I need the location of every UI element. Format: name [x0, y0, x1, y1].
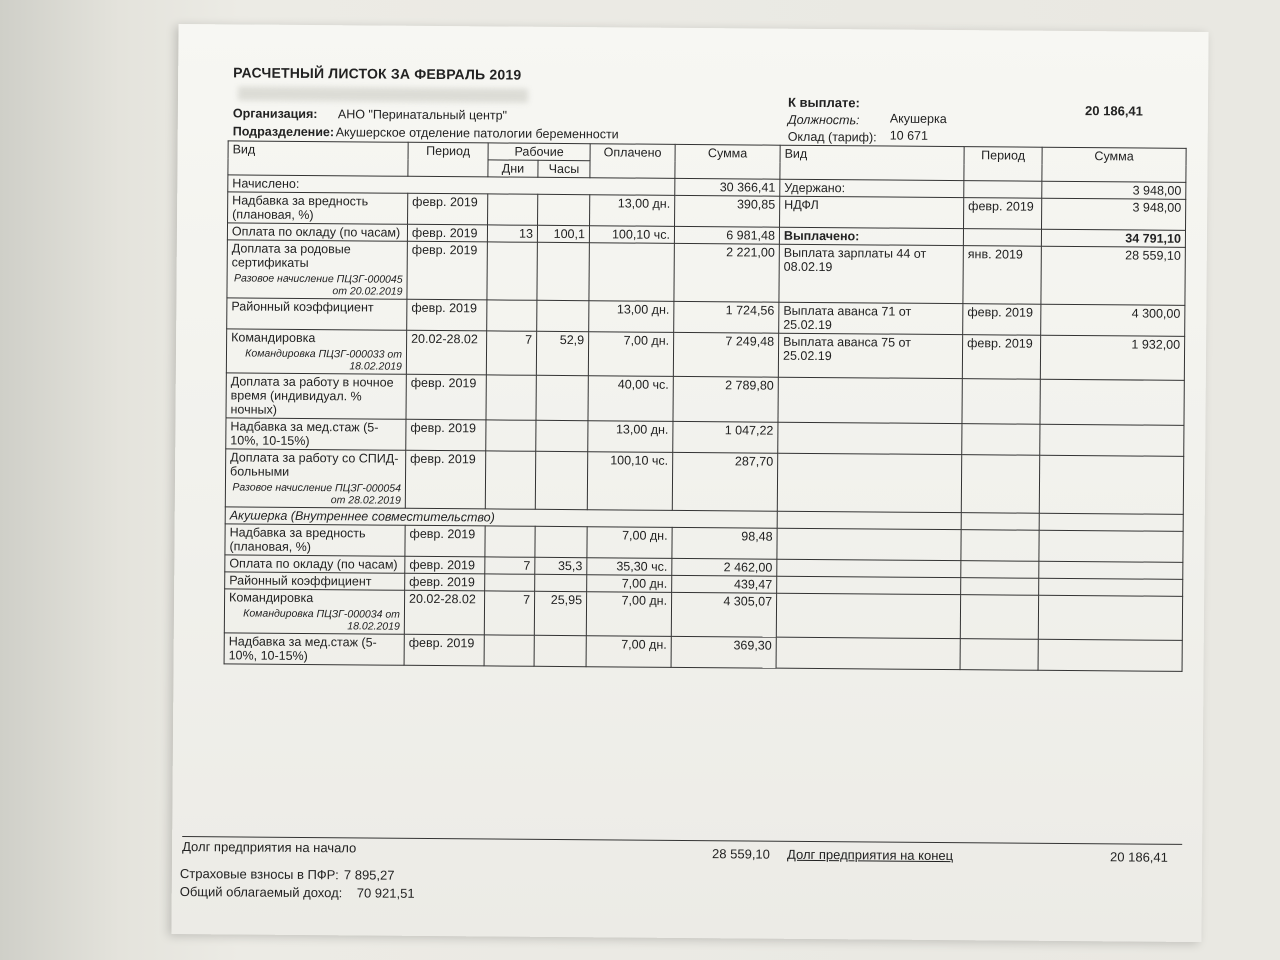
- row-kind-text: Надбавка за вредность (плановая, %): [232, 193, 369, 223]
- row-days: [485, 451, 535, 509]
- paid-out-label: Выплачено:: [779, 227, 963, 245]
- salary-value: 10 671: [889, 128, 929, 143]
- right-blank: [1038, 595, 1182, 640]
- col-kind-2: Вид: [780, 145, 964, 180]
- col-working: Рабочие: [488, 143, 590, 161]
- row-sum: 7 249,48: [673, 332, 778, 377]
- row-hours: [535, 451, 587, 509]
- right-kind: Выплата зарплаты 44 от 08.02.19: [779, 244, 963, 303]
- row-days: 7: [486, 331, 536, 375]
- right-blank: [777, 559, 961, 577]
- right-blank: [778, 377, 962, 423]
- row-paid: 7,00 дн.: [588, 332, 673, 377]
- row-days: [485, 526, 535, 557]
- row-period: февр. 2019: [406, 374, 486, 420]
- row-sum: 4 305,07: [671, 592, 776, 637]
- right-period: февр. 2019: [964, 198, 1042, 230]
- row-period: февр. 2019: [405, 525, 485, 557]
- row-sum: 1 724,56: [674, 301, 779, 333]
- row-kind: [226, 373, 406, 419]
- right-blank: [1040, 379, 1184, 425]
- right-period: февр. 2019: [963, 304, 1041, 336]
- right-sum: 1 932,00: [1040, 335, 1184, 380]
- row-days: 7: [484, 591, 534, 635]
- row-paid: 7,00 дн.: [587, 527, 672, 559]
- org-value: АНО "Перинатальный центр": [337, 107, 508, 123]
- row-paid: 13,00 дн.: [590, 195, 675, 227]
- row-kind: [225, 524, 405, 556]
- row-hours: [537, 300, 589, 331]
- row-hours: [538, 194, 590, 225]
- right-blank: [961, 561, 1039, 579]
- row-kind-text: Надбавка за мед.стаж (5-10%, 10-15%): [230, 419, 379, 449]
- debt-start-value: 28 559,10: [712, 846, 770, 862]
- right-blank: [962, 379, 1040, 425]
- row-kind: [225, 449, 405, 508]
- row-hours: [536, 375, 588, 420]
- table-row: [224, 589, 1182, 641]
- row-sum: 2 462,00: [672, 558, 777, 576]
- table-row: [226, 373, 1184, 426]
- right-kind: Выплата аванса 75 от 25.02.19: [778, 333, 962, 378]
- row-kind-text: Доплата за родовые сертификаты: [231, 241, 351, 270]
- debt-end-label: Долг предприятия на конец: [787, 846, 954, 864]
- taxable-label: Общий облагаемый доход:: [179, 884, 343, 901]
- right-blank: [960, 595, 1038, 640]
- row-days: [484, 635, 534, 666]
- row-hours: 100,1: [537, 225, 589, 242]
- topay-value: 20 186,41: [1085, 103, 1143, 119]
- row-paid: [589, 243, 674, 302]
- row-period: февр. 2019: [405, 573, 485, 591]
- right-period: февр. 2019: [962, 335, 1040, 380]
- right-blank: [1039, 578, 1183, 596]
- row-kind: [225, 555, 405, 573]
- row-kind: [225, 572, 405, 590]
- row-kind-text: Доплата за работу со СПИД-больными: [230, 450, 399, 479]
- right-blank: [1039, 530, 1183, 562]
- table-body: [224, 175, 1186, 672]
- row-days: [486, 375, 536, 420]
- withheld-blank: [964, 181, 1042, 199]
- right-blank: [1039, 561, 1183, 579]
- right-blank: [1038, 639, 1182, 671]
- row-kind: [227, 298, 407, 330]
- row-sum: 98,48: [672, 527, 777, 559]
- row-paid: 7,00 дн.: [586, 592, 671, 637]
- redacted-employee-name: [238, 86, 528, 102]
- row-kind: [224, 633, 404, 665]
- row-period: февр. 2019: [407, 299, 487, 331]
- row-paid: 35,30 чс.: [587, 558, 672, 576]
- right-blank: [776, 593, 960, 638]
- taxable-value: 70 921,51: [356, 885, 415, 901]
- row-kind-text: Районный коэффициент: [231, 299, 374, 315]
- row-kind: [226, 418, 406, 450]
- row-kind-text: Командировка: [229, 590, 314, 606]
- pension-label: Страховые взносы в ПФР:: [179, 866, 339, 883]
- row-hours: 25,95: [534, 591, 586, 635]
- table-row: [225, 449, 1183, 515]
- row-days: [485, 574, 535, 591]
- row-note: Командировка ПЦЗГ-000034 от 18.02.2019: [243, 607, 401, 633]
- payslip-table: [224, 140, 1187, 672]
- withheld-total: 3 948,00: [1042, 181, 1186, 199]
- row-period: 20.02-28.02: [406, 330, 486, 375]
- row-period: 20.02-28.02: [404, 590, 484, 635]
- row-kind: [226, 329, 406, 374]
- row-hours: [535, 574, 587, 591]
- right-sum: 28 559,10: [1041, 246, 1185, 305]
- right-blank: [960, 639, 1038, 671]
- row-paid: 100,10 чс.: [587, 452, 672, 511]
- col-kind: Вид: [228, 141, 408, 176]
- row-note: Командировка ПЦЗГ-000033 от 18.02.2019: [245, 347, 403, 373]
- row-hours: [535, 526, 587, 557]
- row-kind-text: Надбавка за вредность (плановая, %): [229, 525, 366, 555]
- org-label: Организация:: [232, 106, 318, 122]
- row-kind: [227, 240, 407, 299]
- row-kind-text: Командировка: [231, 330, 316, 346]
- row-period: февр. 2019: [405, 556, 485, 574]
- table-row: [227, 240, 1185, 306]
- right-blank: [1040, 424, 1184, 456]
- document-title: РАСЧЕТНЫЙ ЛИСТОК ЗА ФЕВРАЛЬ 2019: [233, 64, 522, 83]
- accrued-total: 30 366,41: [675, 178, 780, 196]
- row-sum: 1 047,22: [673, 421, 778, 453]
- row-hours: 35,3: [535, 557, 587, 574]
- withheld-label: Удержано:: [780, 179, 964, 197]
- row-sum: 2 221,00: [674, 243, 779, 302]
- debt-start-label: Долг предприятия на начало: [182, 839, 357, 856]
- row-period: февр. 2019: [407, 224, 487, 242]
- row-kind: [228, 192, 408, 224]
- topay-label: К выплате:: [787, 94, 860, 111]
- row-hours: 52,9: [536, 331, 588, 375]
- pension-value: 7 895,27: [343, 867, 395, 883]
- position-value: Акушерка: [889, 111, 947, 127]
- row-days: [487, 242, 537, 300]
- payslip-sheet: [171, 24, 1208, 942]
- row-period: февр. 2019: [408, 193, 488, 225]
- dept-label: Подразделение:: [232, 124, 335, 140]
- right-blank: [961, 578, 1039, 596]
- col-sum-2: Сумма: [1042, 147, 1186, 182]
- right-blank: [961, 530, 1039, 562]
- row-kind-text: Надбавка за мед.стаж (5-10%, 10-15%): [228, 634, 377, 664]
- row-days: 7: [485, 557, 535, 574]
- right-sum: 3 948,00: [1042, 198, 1186, 230]
- table-row: [226, 329, 1184, 381]
- row-days: [487, 300, 537, 331]
- secondary-section-label: Акушерка (Внутреннее совместительство): [225, 507, 777, 528]
- row-period: февр. 2019: [407, 241, 487, 300]
- right-blank: [777, 576, 961, 594]
- right-blank: [777, 453, 961, 512]
- row-sum: 369,30: [671, 636, 776, 668]
- row-sum: 2 789,80: [673, 376, 778, 422]
- row-hours: [536, 420, 588, 451]
- right-blank: [778, 422, 962, 454]
- row-kind-text: Доплата за работу в ночное время (индивидуал. % ночных): [230, 374, 394, 417]
- row-paid: 40,00 чс.: [588, 376, 673, 422]
- col-sum: Сумма: [675, 144, 780, 179]
- table-row: [224, 633, 1182, 672]
- paid-out-total: 34 791,10: [1041, 229, 1185, 247]
- row-kind-text: Районный коэффициент: [229, 573, 372, 589]
- row-sum: 287,70: [672, 452, 777, 511]
- right-kind: Выплата аванса 71 от 25.02.19: [779, 302, 963, 334]
- row-days: [488, 194, 538, 225]
- row-paid: 7,00 дн.: [587, 575, 672, 593]
- row-kind-text: Оплата по окладу (по часам): [231, 224, 401, 240]
- paid-out-blank: [963, 229, 1041, 247]
- col-hours: Часы: [538, 160, 590, 177]
- col-period-2: Период: [964, 147, 1042, 182]
- debt-end-value: 20 186,41: [1110, 849, 1168, 865]
- row-kind: [227, 223, 407, 241]
- row-sum: 6 981,48: [674, 226, 779, 244]
- row-note: Разовое начисление ПЦЗГ-000054 от 28.02.2019: [232, 481, 401, 507]
- right-blank: [961, 513, 1039, 531]
- col-period: Период: [408, 142, 488, 177]
- row-paid: 13,00 дн.: [588, 421, 673, 453]
- row-kind-text: Оплата по окладу (по часам): [229, 556, 398, 572]
- right-blank: [962, 424, 1040, 456]
- row-sum: 390,85: [675, 195, 780, 227]
- col-paid: Оплачено: [590, 144, 675, 179]
- right-blank: [776, 637, 960, 669]
- right-blank: [1039, 513, 1183, 531]
- right-blank: [777, 528, 961, 560]
- row-period: февр. 2019: [406, 419, 486, 451]
- row-period: февр. 2019: [404, 634, 484, 666]
- salary-label: Оклад (тариф):: [787, 129, 877, 145]
- row-hours: [537, 242, 589, 300]
- row-note: Разовое начисление ПЦЗГ-000045 от 20.02.2019: [233, 272, 403, 298]
- row-days: 13: [487, 225, 537, 242]
- row-days: [486, 420, 536, 451]
- col-days: Дни: [488, 160, 538, 177]
- right-blank: [1039, 455, 1183, 514]
- right-blank: [961, 455, 1039, 514]
- row-period: февр. 2019: [405, 450, 485, 509]
- row-paid: 13,00 дн.: [589, 301, 674, 333]
- right-blank: [777, 511, 961, 529]
- row-kind: [224, 589, 404, 634]
- position-label: Должность:: [787, 112, 860, 128]
- right-period: янв. 2019: [963, 246, 1041, 305]
- row-paid: 7,00 дн.: [586, 636, 671, 668]
- row-hours: [534, 635, 586, 666]
- row-paid: 100,10 чс.: [589, 226, 674, 244]
- dept-value: Акушерское отделение патологии беременности: [335, 125, 619, 142]
- right-kind: НДФЛ: [780, 196, 964, 228]
- accrued-label: Начислено:: [228, 175, 675, 196]
- right-sum: 4 300,00: [1041, 304, 1185, 336]
- row-sum: 439,47: [672, 575, 777, 593]
